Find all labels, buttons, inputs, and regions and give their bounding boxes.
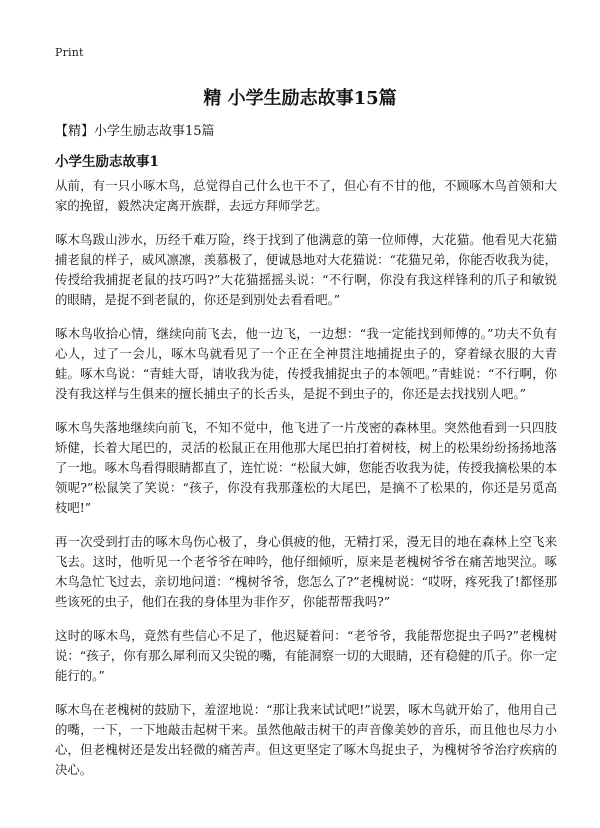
paragraph: 啄木鸟失落地继续向前飞，不知不觉中，他飞进了一片茂密的森林里。突然他看到一只四肢矫健，长着大尾巴的，灵活的松鼠正在用他那大尾巴拍打着树枝，树上的松果纷纷扬扬地落了一地。啄木鸟看得眼睛都直了，连忙说：“松鼠大婶，您能否收我为徒，传授我摘松果的本领呢?”松鼠笑了笑说：“孩子，你没有我那蓬松的大尾巴，是摘不了松果的，你还是另觅高枝吧!” (55, 420, 557, 515)
story-body (55, 176, 557, 794)
document-subtitle: 【精】小学生励志故事15篇 (55, 124, 215, 139)
print-link[interactable]: Print (55, 46, 84, 59)
paragraph: 从前，有一只小啄木鸟，总觉得自己什么也干不了，但心有不甘的他，不顾啄木鸟首领和大家的挽留，毅然决定离开族群，去远方拜师学艺。 (55, 178, 557, 213)
paragraph: 啄木鸟收拾心情，继续向前飞去，他一边飞，一边想：“我一定能找到师傅的。”功夫不负有心人，过了一会儿，啄木鸟就看见了一个正在全神贯注地捕捉虫子的，穿着绿衣服的大青蛙。啄木鸟说：“青蛙大哥，请收我为徒，传授我捕捉虫子的本领吧。”青蛙说：“不行啊，你没有我这样与生俱来的擅长捕虫子的长舌头，是捉不到虫子的，你还是去找找别人吧。” (55, 326, 557, 401)
paragraph: 这时的啄木鸟，竟然有些信心不足了，他迟疑着问：“老爷爷，我能帮您捉虫子吗?”老槐树说：“孩子，你有那么犀利而又尖锐的嘴，有能洞察一切的大眼睛，还有稳健的爪子。你一定能行的。” (55, 628, 557, 683)
paragraph: 再一次受到打击的啄木鸟伤心极了，身心俱疲的他，无精打采，漫无目的地在森林上空飞来飞去。这时，他听见一个老爷爷在呻吟，他仔细倾听，原来是老槐树爷爷在痛苦地哭泣。啄木鸟急忙飞过去，亲切地问道：“槐树爷爷，您怎么了?”老槐树说：“哎呀，疼死我了!都怪那些该死的虫子，他们在我的身体里为非作歹，你能帮帮我吗?” (55, 534, 557, 609)
document-title: 精 小学生励志故事15篇 (203, 88, 397, 109)
paragraph: 啄木鸟在老槐树的鼓励下，羞涩地说：“那让我来试试吧!”说罢，啄木鸟就开始了，他用自己的嘴，一下，一下地敲击起树干来。虽然他敲击树干的声音像美妙的音乐，而且他也尽力小心，但老槐树还是发出轻微的痛苦声。但这更坚定了啄木鸟捉虫子，为槐树爷爷治疗疾病的决心。 (55, 702, 557, 777)
paragraph: 啄木鸟跋山涉水，历经千难万险，终于找到了他满意的第一位师傅，大花猫。他看见大花猫捕老鼠的样子，威风凛凛，羡慕极了，便诚恳地对大花猫说：“花猫兄弟，你能否收我为徒，传授给我捕捉老鼠的技巧吗?”大花猫摇摇头说：“不行啊，你没有我这样锋利的爪子和敏锐的眼睛，是捉不到老鼠的，你还是到别处去看看吧。” (55, 232, 557, 307)
story-heading: 小学生励志故事1 (55, 154, 159, 170)
